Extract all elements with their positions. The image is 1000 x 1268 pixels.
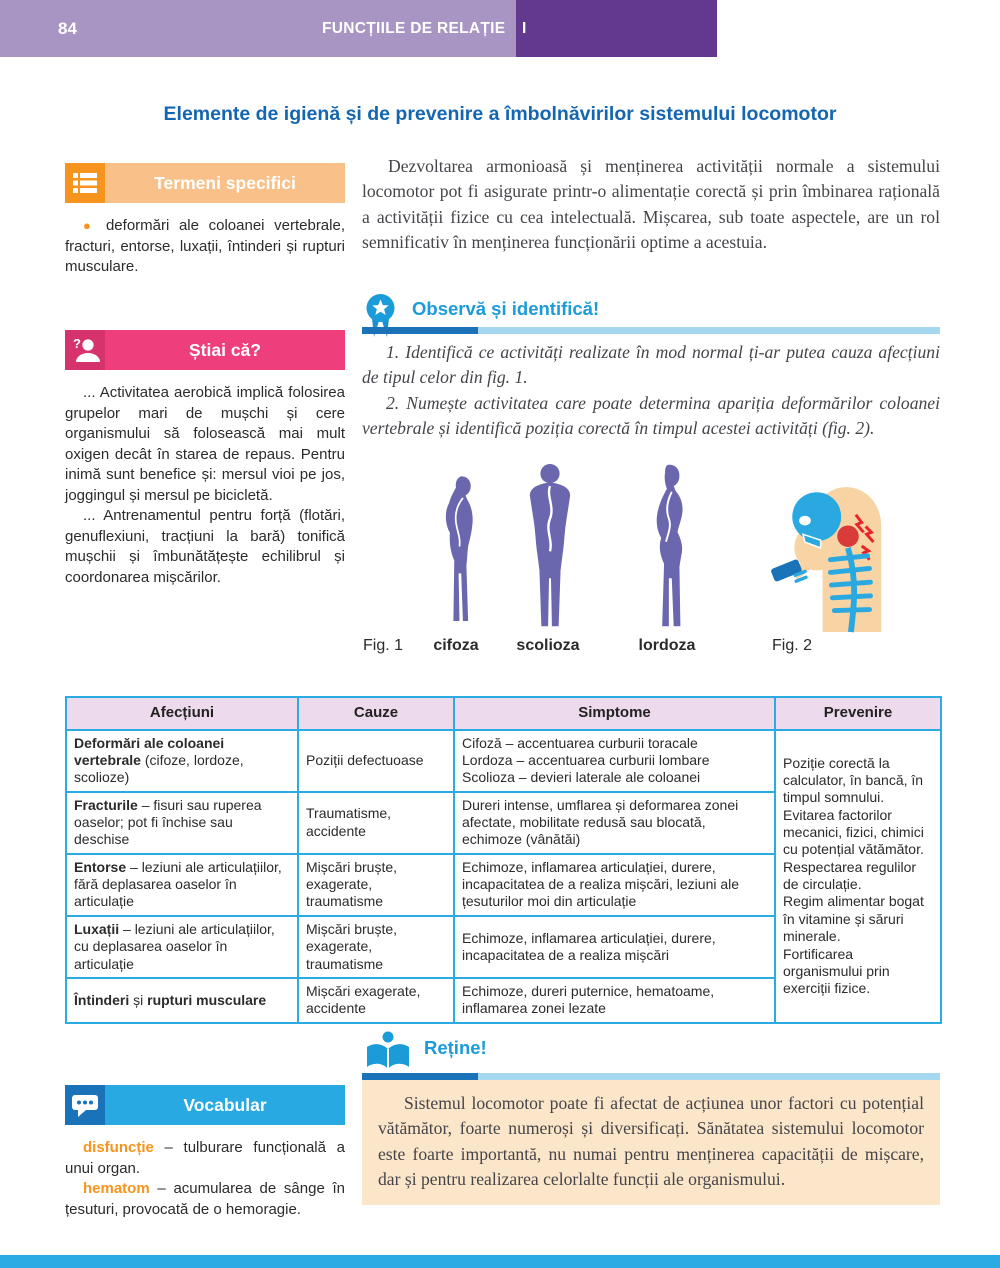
vocabular-body [65,1138,345,1220]
fig1-label: Fig. 1 [363,637,404,654]
page-title: Elemente de igienă și de prevenire a îmbolnăvirilor sistemului locomotor [163,103,837,125]
vocab-definition: – tulburare funcțională a unui organ. [65,1139,345,1177]
fig2-label: Fig. 2 [772,637,813,654]
list-icon [65,163,105,203]
cell-cauze: Traumatisme, accidente [298,792,454,854]
vocabular-header [65,1085,345,1125]
lordoza-label: lordoza [638,637,696,654]
retine-body: Sistemul locomotor poate fi afectat de acțiunea unor factori cu potențial vătămător, foarte numeroși și diversificați. Sănătatea sistemului locomotor este foarte importantă, nu numai pentru menținerea capacității de mișcare, dar și pentru realizarea celorlalte funcții ale organismului. [378,1093,924,1189]
afflictions-table [65,696,942,1024]
cell-prevenire: Poziție corectă la calculator, în bancă, în timpul somnului. Evitarea factorilor mecanici, fizici, chimici cu potențial vătămător. Respectarea regulilor de circulație. Regim alimentar bogat în vitamine și săruri minerale. Fortificarea organismului prin exerciții fizice. [775,730,941,1023]
question-2: 2. Numește activitatea care poate determina apariția deformărilor coloanei vertebrale și identifică poziția corectă în timpul acestei activități (fig. 2). [362,392,940,438]
stiai-paragraph-2: ... Antrenamentul pentru forță (flotări, genuflexiuni, tracțiuni la bară) tonifică mușchii și îmbunătățește echilibrul și coordonarea mișcărilor. [65,507,345,586]
chat-bubble-icon [65,1085,105,1125]
cell-afectiuni: Fracturile – fisuri sau ruperea oaselor; pot fi închise sau deschise [66,792,298,854]
cell-afectiuni: Deformări ale coloanei vertebrale (cifoze, lordoze, scolioze) [66,730,298,792]
cell-simptome: Cifoză – accentuarea curburii toracale Lordoza – accentuarea curburii lombare Scolioza – devieri laterale ale coloanei [454,730,775,792]
observa-title: Observă și identifică! [412,298,600,319]
termeni-specifici-box [65,163,345,278]
section-rule [362,327,940,334]
vocabular-box [65,1085,345,1220]
cell-cauze: Mișcări exagerate, accidente [298,978,454,1023]
retine-title: Reține! [424,1037,487,1058]
cell-simptome: Echimoze, inflamarea articulației, durere, incapacitatea de a realiza mișcări, leziuni ale țesuturilor moi din articulație [454,854,775,916]
termeni-specifici-header [65,163,345,203]
cell-cauze: Mișcări bruște, exagerate, traumatisme [298,854,454,916]
stiai-ca-body [65,383,345,588]
scolioza-silhouette [518,463,582,631]
vocab-entry [65,1179,345,1220]
col-header-afectiuni: Afecțiuni [66,697,298,730]
stiai-paragraph-1: ... Activitatea aerobică implică folosirea grupelor mari de mușchi și cere organismului să folosească mai mult oxigen decât în starea de repaus. Pentru inimă sunt benefice și: mersul vioi pe jos, joggingul și mersul pe bicicletă. [65,384,345,504]
cell-simptome: Dureri intense, umflarea și deformarea zonei afectate, mobilitate redusă sau blocată, echimoze (vânătăi) [454,792,775,854]
cell-cauze: Poziții defectuoase [298,730,454,792]
cell-cauze: Mișcări bruște, exagerate, traumatisme [298,916,454,978]
termeni-specifici-body [65,216,345,278]
reading-person-icon [365,1031,411,1073]
footer-bar [0,1255,1000,1268]
person-question-icon [65,330,105,370]
stiai-ca-box [65,330,345,588]
cifoza-silhouette [430,468,482,631]
page-number: 84 [58,19,77,38]
chapter-unit: I [522,20,527,37]
table-row [66,730,941,792]
vocab-entry [65,1138,345,1179]
vocab-term: hematom [83,1180,150,1198]
cell-afectiuni: Întinderi și rupturi musculare [66,978,298,1023]
svg-text:?: ? [73,336,81,351]
cifoza-label: cifoza [433,637,479,654]
vocab-term: disfuncție [83,1139,154,1156]
fig2-skeleton-phone-illustration [760,458,892,634]
chapter-title: FUNCȚIILE DE RELAȚIE [322,20,506,37]
stiai-ca-header [65,330,345,370]
retine-box [362,1080,940,1205]
scolioza-label: scolioza [516,637,580,654]
observa-questions [362,340,940,441]
cell-afectiuni: Luxații – leziuni ale articulațiilor, cu deplasarea oaselor în articulație [66,916,298,978]
termeni-specifici-title: Termeni specifici [105,163,345,203]
retine-section-header [365,1031,487,1073]
intro-paragraph: Dezvoltarea armonioasă și menținerea activității normale a sistemului locomotor pot fi asigurate printr-o alimentație corectă și prin îmbinarea rațională a activității fizice cu cea intelectuală. Mișcarea, sub toate aspectele, are un rol semnificativ în menținerea funcționării optime a acestuia. [362,156,940,252]
cell-simptome: Echimoze, dureri puternice, hematoame, inflamarea zonei lezate [454,978,775,1023]
col-header-prevenire: Prevenire [775,697,941,730]
vocabular-title: Vocabular [105,1085,345,1125]
afflictions-table-wrapper [65,696,942,1024]
cell-simptome: Echimoze, inflamarea articulației, durere, incapacitatea de a realiza mișcări [454,916,775,978]
cell-afectiuni: Entorse – leziuni ale articulațiilor, fără deplasarea oaselor în articulație [66,854,298,916]
bullet-icon: ● [83,218,97,233]
col-header-cauze: Cauze [298,697,454,730]
lordoza-silhouette [638,463,694,631]
termeni-text: deformări ale coloanei vertebrale, fracturi, entorse, luxații, întinderi și rupturi musculare. [65,217,345,276]
table-header-row [66,697,941,730]
section-rule [362,1073,940,1080]
question-1: 1. Identifică ce activități realizate în mod normal ți-ar putea cauza afecțiuni de tipul celor din fig. 1. [362,342,940,388]
header-bar-accent [516,0,717,57]
col-header-simptome: Simptome [454,697,775,730]
vocab-definition: – acumularea de sânge în țesuturi, provocată de o hemoragie. [65,1180,345,1218]
stiai-ca-title: Știai că? [105,330,345,370]
